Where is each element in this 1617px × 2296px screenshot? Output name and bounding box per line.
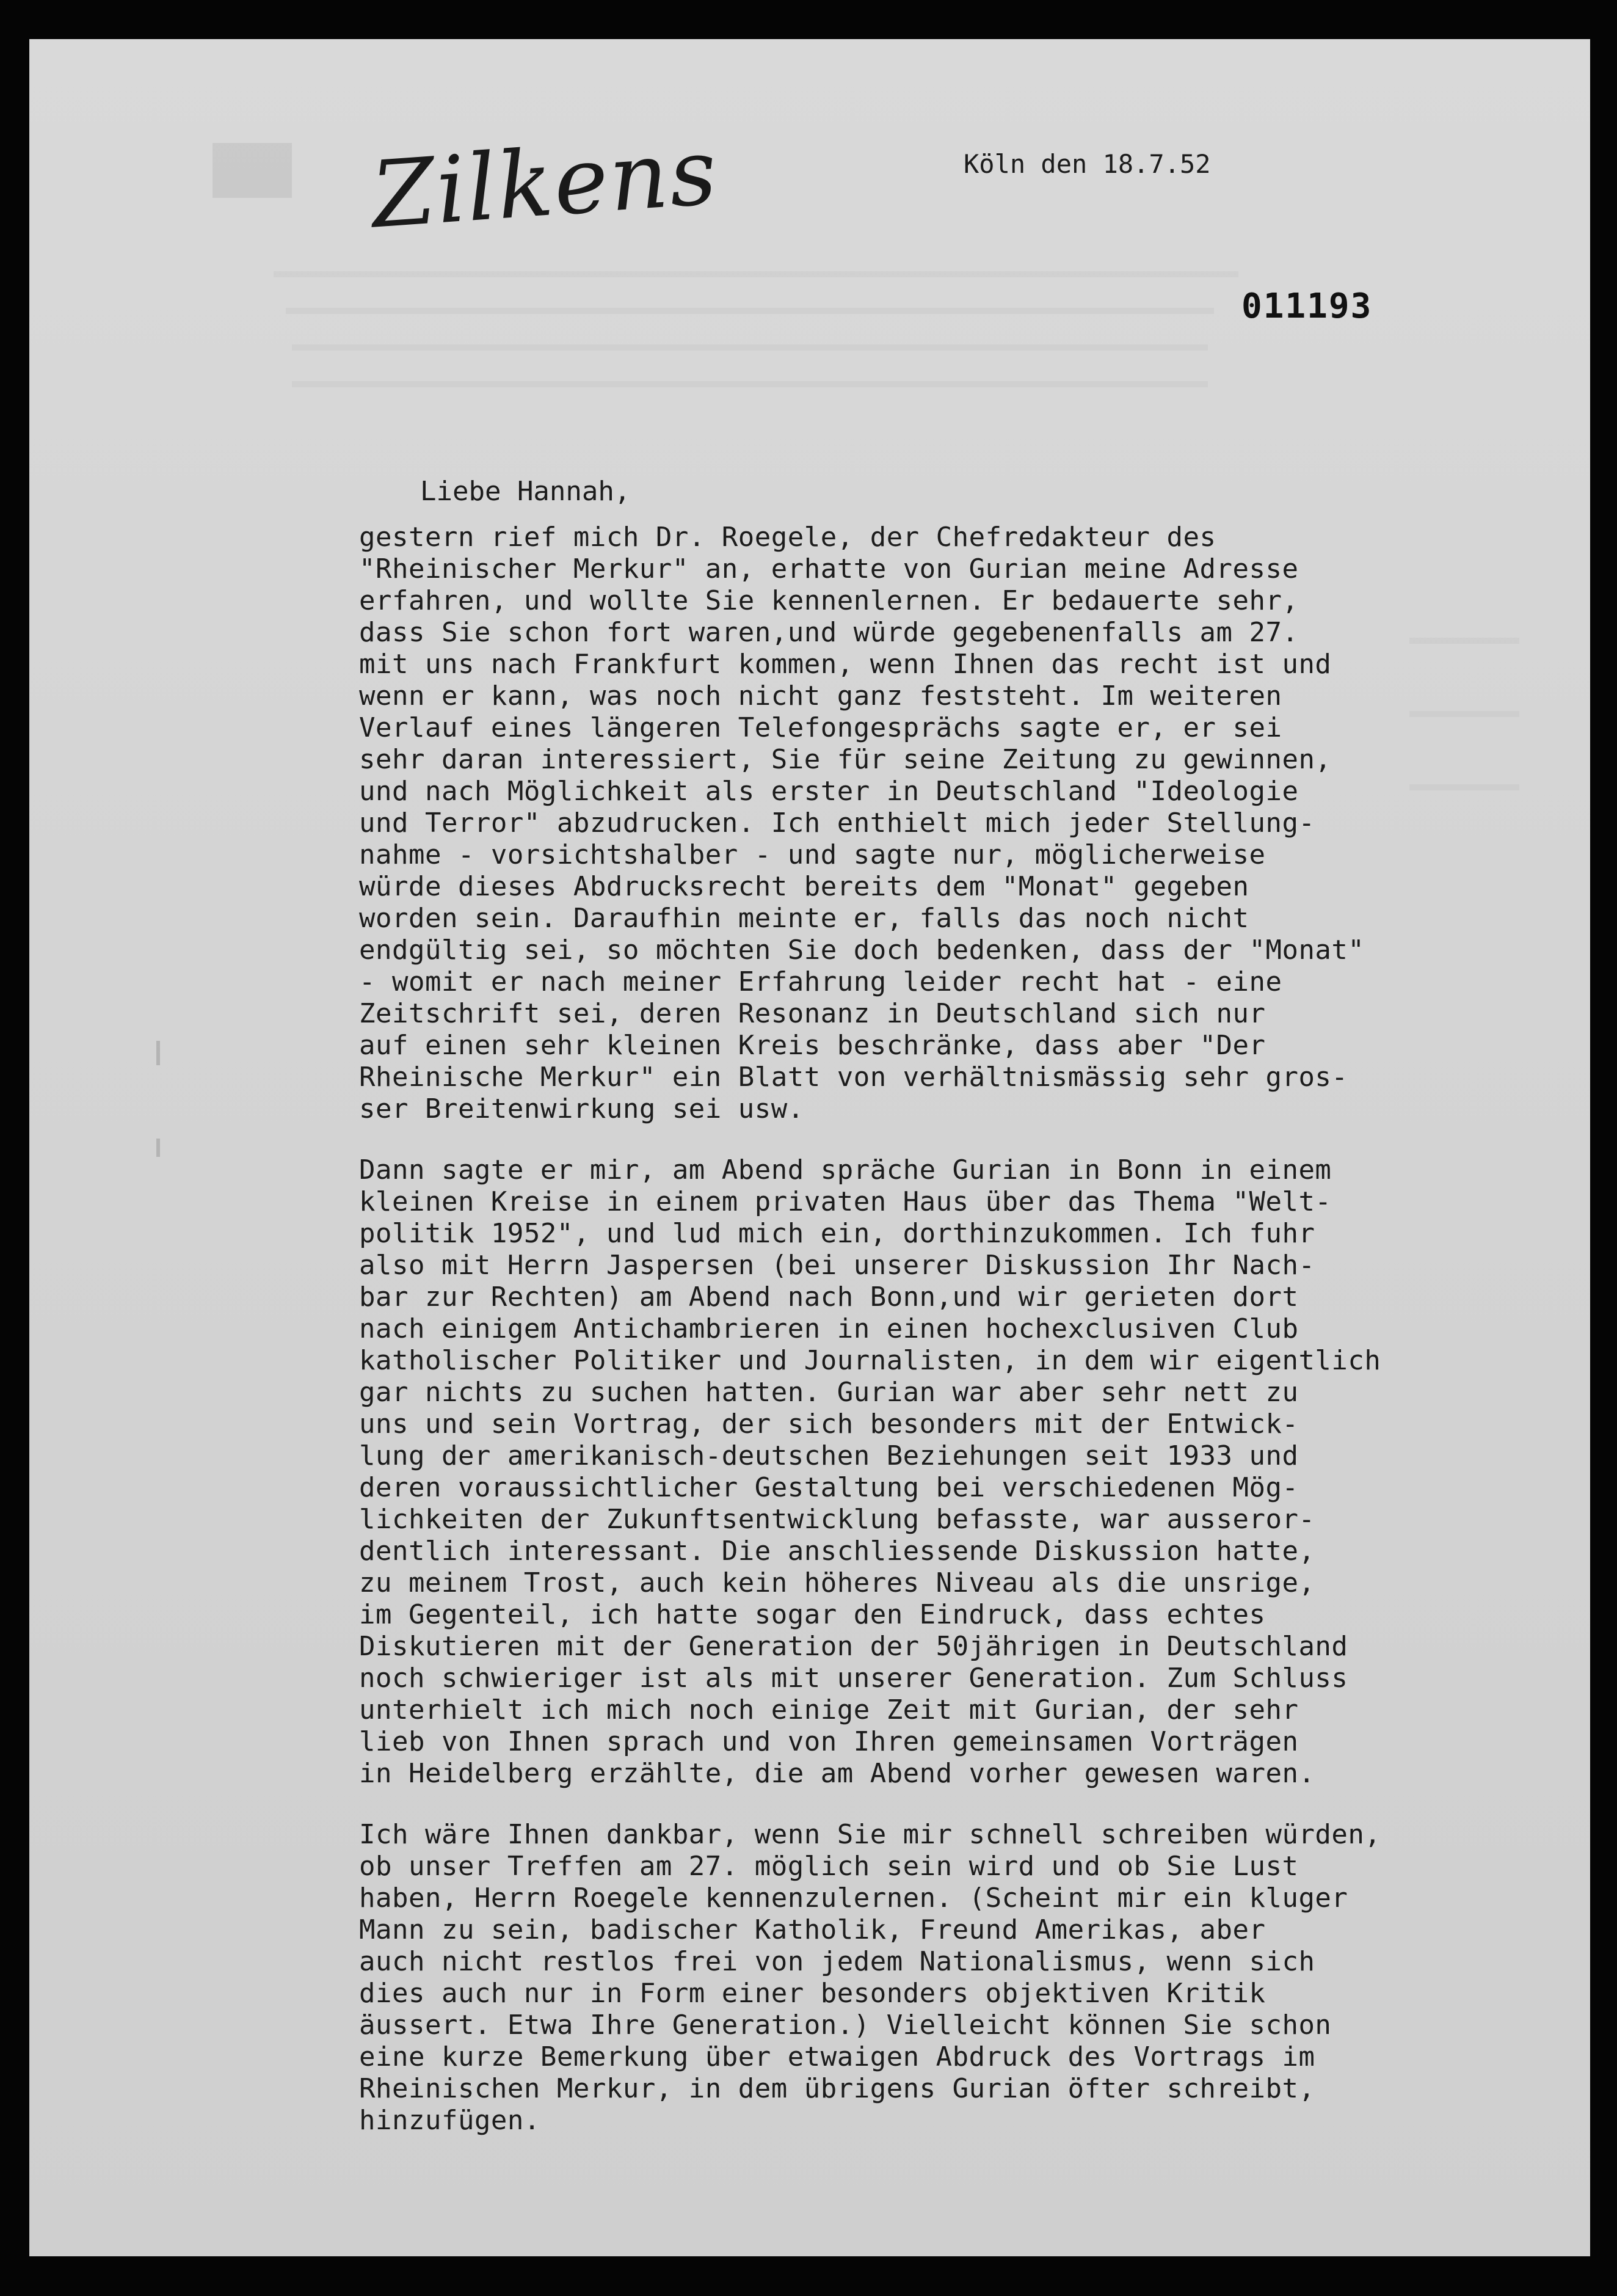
text-line: und nach Möglichkeit als erster in Deutschland "Ideologie <box>359 776 1299 807</box>
text-line: gestern rief mich Dr. Roegele, der Chefredakteur des <box>359 522 1216 553</box>
text-line: eine kurze Bemerkung über etwaigen Abdruck des Vortrags im <box>359 2041 1315 2072</box>
text-line: hinzufügen. <box>359 2105 540 2136</box>
text-line: wenn er kann, was noch nicht ganz feststeht. Im weiteren <box>359 680 1282 712</box>
salutation: Liebe Hannah, <box>420 476 631 507</box>
text-line: auf einen sehr kleinen Kreis beschränke, dass aber "Der <box>359 1030 1266 1061</box>
text-line: endgültig sei, so möchten Sie doch bedenken, dass der "Monat" <box>359 935 1365 966</box>
text-line: sehr daran interessiert, Sie für seine Zeitung zu gewinnen, <box>359 744 1332 775</box>
text-line: "Rheinischer Merkur" an, erhatte von Gurian meine Adresse <box>359 553 1299 585</box>
text-line: lichkeiten der Zukunftsentwicklung befasste, war ausseror- <box>359 1504 1315 1535</box>
text-line: nach einigem Antichambrieren in einen hochexclusiven Club <box>359 1313 1299 1344</box>
text-line: dentlich interessant. Die anschliessende Diskussion hatte, <box>359 1536 1315 1567</box>
text-line: auch nicht restlos frei von jedem Nationalismus, wenn sich <box>359 1946 1315 1977</box>
paragraph-3 <box>359 1819 1568 2137</box>
text-line: ser Breitenwirkung sei usw. <box>359 1093 804 1124</box>
text-line: lieb von Ihnen sprach und von Ihren gemeinsamen Vorträgen <box>359 1726 1299 1757</box>
text-line: unterhielt ich mich noch einige Zeit mit Gurian, der sehr <box>359 1694 1299 1726</box>
text-line: Rheinische Merkur" ein Blatt von verhältnismässig sehr gros- <box>359 1062 1348 1093</box>
margin-punch-mark <box>156 1139 160 1157</box>
text-line: dies auch nur in Form einer besonders objektiven Kritik <box>359 1978 1266 2009</box>
text-line: kleinen Kreise in einem privaten Haus über das Thema "Welt- <box>359 1186 1332 1217</box>
archive-number-stamp: 011193 <box>1241 286 1373 326</box>
text-line: ob unser Treffen am 27. möglich sein wird und ob Sie Lust <box>359 1851 1299 1882</box>
text-line: mit uns nach Frankfurt kommen, wenn Ihnen das recht ist und <box>359 649 1332 680</box>
text-line: Verlauf eines längeren Telefongesprächs sagte er, er sei <box>359 712 1282 743</box>
margin-punch-mark <box>156 1041 160 1065</box>
text-line: in Heidelberg erzählte, die am Abend vorher gewesen waren. <box>359 1758 1315 1789</box>
text-line: dass Sie schon fort waren,und würde gegebenenfalls am 27. <box>359 617 1299 648</box>
text-line: haben, Herrn Roegele kennenzulernen. (Scheint mir ein kluger <box>359 1882 1348 1914</box>
text-line: politik 1952", und lud mich ein, dorthinzukommen. Ich fuhr <box>359 1218 1315 1249</box>
show-through-smudge <box>292 344 1208 351</box>
show-through-smudge <box>274 271 1238 277</box>
text-line: bar zur Rechten) am Abend nach Bonn,und wir gerieten dort <box>359 1281 1299 1313</box>
text-line: katholischer Politiker und Journalisten, in dem wir eigentlich <box>359 1345 1381 1376</box>
letter-page <box>29 39 1590 2256</box>
letter-body <box>359 522 1568 2166</box>
text-line: zu meinem Trost, auch kein höheres Niveau als die unsrige, <box>359 1567 1315 1598</box>
text-line: äussert. Etwa Ihre Generation.) Vielleicht können Sie schon <box>359 2010 1332 2041</box>
place-and-date: Köln den 18.7.52 <box>964 149 1211 179</box>
text-line: Zeitschrift sei, deren Resonanz in Deutschland sich nur <box>359 998 1266 1029</box>
text-line: also mit Herrn Jaspersen (bei unserer Diskussion Ihr Nach- <box>359 1250 1315 1281</box>
text-line: Ich wäre Ihnen dankbar, wenn Sie mir schnell schreiben würden, <box>359 1819 1381 1850</box>
text-line: Diskutieren mit der Generation der 50jährigen in Deutschland <box>359 1631 1348 1662</box>
text-line: und Terror" abzudrucken. Ich enthielt mich jeder Stellung- <box>359 807 1315 839</box>
text-line: worden sein. Daraufhin meinte er, falls das noch nicht <box>359 903 1249 934</box>
text-line: nahme - vorsichtshalber - und sagte nur, möglicherweise <box>359 839 1266 870</box>
handwritten-signature: Zilkens <box>368 118 721 249</box>
show-through-smudge <box>292 381 1208 387</box>
text-line: noch schwieriger ist als mit unserer Generation. Zum Schluss <box>359 1663 1348 1694</box>
paragraph-1 <box>359 522 1568 1125</box>
text-line: im Gegenteil, ich hatte sogar den Eindruck, dass echtes <box>359 1599 1266 1630</box>
show-through-smudge <box>213 143 292 198</box>
text-line: lung der amerikanisch-deutschen Beziehungen seit 1933 und <box>359 1440 1299 1471</box>
text-line: uns und sein Vortrag, der sich besonders mit der Entwick- <box>359 1409 1299 1440</box>
text-line: Mann zu sein, badischer Katholik, Freund Amerikas, aber <box>359 1914 1266 1945</box>
paragraph-2 <box>359 1154 1568 1790</box>
show-through-smudge <box>286 308 1214 314</box>
text-line: Rheinischen Merkur, in dem übrigens Gurian öfter schreibt, <box>359 2073 1315 2104</box>
text-line: würde dieses Abdrucksrecht bereits dem "Monat" gegeben <box>359 871 1249 902</box>
text-line: deren voraussichtlicher Gestaltung bei verschiedenen Mög- <box>359 1472 1299 1503</box>
text-line: gar nichts zu suchen hatten. Gurian war aber sehr nett zu <box>359 1377 1299 1408</box>
text-line: Dann sagte er mir, am Abend spräche Gurian in Bonn in einem <box>359 1154 1332 1186</box>
text-line: - womit er nach meiner Erfahrung leider recht hat - eine <box>359 966 1282 997</box>
text-line: erfahren, und wollte Sie kennenlernen. Er bedauerte sehr, <box>359 585 1299 616</box>
